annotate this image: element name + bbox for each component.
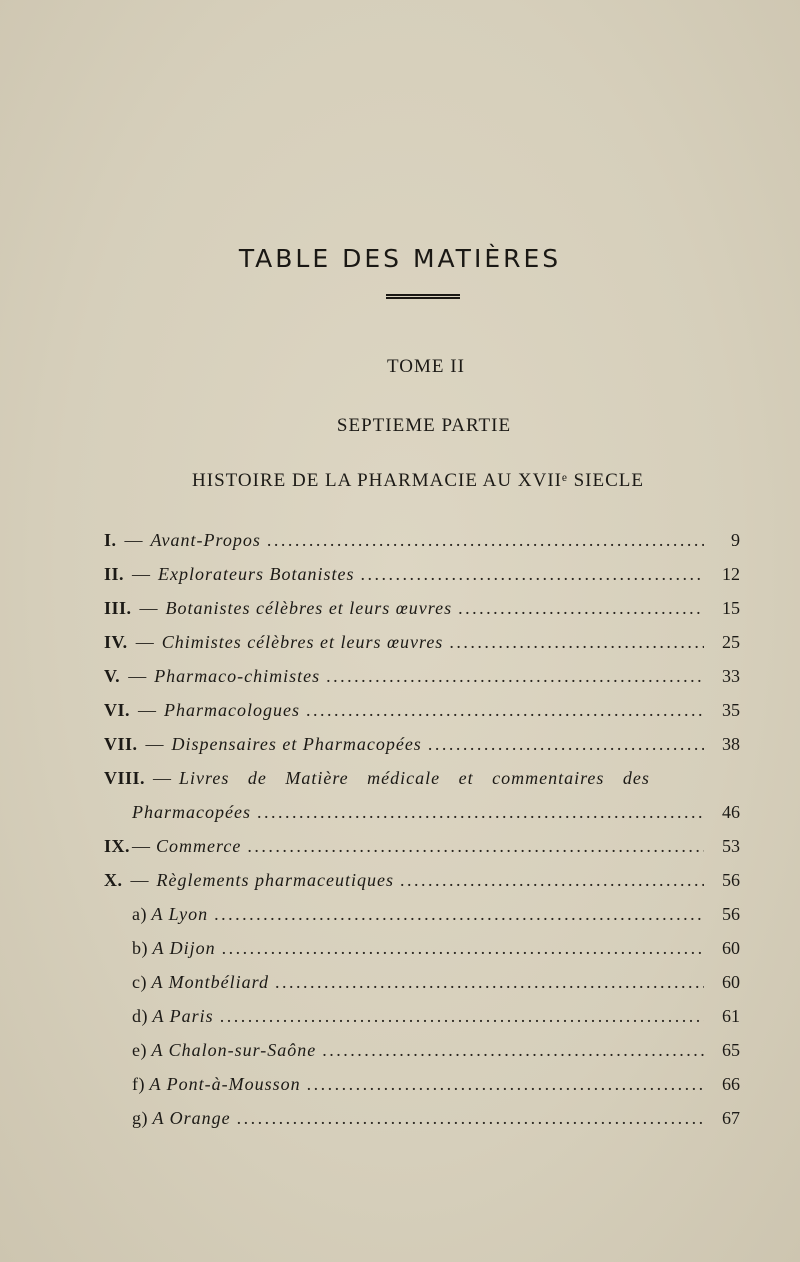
toc-sub-letter: g) <box>132 1108 148 1128</box>
toc-number: VI. <box>104 700 131 720</box>
toc-sub-title: A Lyon <box>151 904 209 924</box>
toc-number: IX. <box>104 836 131 856</box>
dot-leader <box>361 564 704 585</box>
toc-title: Avant-Propos <box>150 530 261 550</box>
toc-number: VIII. <box>104 768 146 788</box>
toc-page: 35 <box>722 700 740 720</box>
toc-title: Dispensaires et Pharmacopées <box>171 734 422 754</box>
toc-entry <box>104 564 740 598</box>
dot-leader <box>322 1040 704 1061</box>
toc-sub-letter: b) <box>132 938 148 958</box>
toc-dash: — <box>138 700 157 720</box>
toc-subentry <box>104 938 740 972</box>
toc-number: IV. <box>104 632 128 652</box>
histoire-heading: HISTOIRE DE LA PHARMACIE AU XVIIᵉ SIECLE <box>192 470 644 491</box>
toc-subentry <box>104 1074 740 1108</box>
toc-title: Livres de Matière médicale et commentaires des <box>179 768 650 788</box>
toc-page: 61 <box>722 1006 740 1026</box>
toc-title: Règlements pharmaceutiques <box>156 870 394 890</box>
toc-title: Pharmaco-chimistes <box>154 666 321 686</box>
dot-leader <box>449 632 704 653</box>
toc-dash: — <box>139 598 158 618</box>
tome-heading: TOME II <box>387 356 465 377</box>
toc-subentry <box>104 904 740 938</box>
dot-leader <box>237 1108 704 1129</box>
dot-leader <box>275 972 704 993</box>
toc-subentry <box>104 1040 740 1074</box>
toc-entry <box>104 632 740 666</box>
toc-dash: — <box>128 666 147 686</box>
toc-number: III. <box>104 598 132 618</box>
toc-sub-title: A Chalon-sur-Saône <box>151 1040 317 1060</box>
toc-entry <box>104 870 740 904</box>
toc-sub-title: A Pont-à-Mousson <box>149 1074 301 1094</box>
dot-leader <box>267 530 704 551</box>
toc-entry-continuation <box>104 802 740 836</box>
toc-number: II. <box>104 564 125 584</box>
dot-leader <box>222 938 704 959</box>
dot-leader <box>247 836 704 857</box>
toc-dash: — <box>145 734 164 754</box>
toc-entry <box>104 700 740 734</box>
dot-leader <box>326 666 704 687</box>
toc-dash: — <box>132 564 151 584</box>
toc-title: Botanistes célèbres et leurs œuvres <box>165 598 453 618</box>
toc-number: X. <box>104 870 123 890</box>
dot-leader <box>428 734 704 755</box>
toc-sub-letter: d) <box>132 1006 148 1026</box>
toc-sub-title: A Montbéliard <box>151 972 269 992</box>
toc-entry <box>104 836 740 870</box>
toc-page: 60 <box>722 972 740 992</box>
toc-entry <box>104 768 740 802</box>
toc-dash: — <box>135 632 154 652</box>
toc-page: 56 <box>722 870 740 890</box>
toc-dash: — <box>124 530 143 550</box>
table-of-contents <box>104 530 740 1142</box>
toc-sub-letter: e) <box>132 1040 147 1060</box>
toc-page: 65 <box>722 1040 740 1060</box>
dot-leader <box>257 802 704 823</box>
toc-entry <box>104 598 740 632</box>
toc-number: I. <box>104 530 117 550</box>
toc-page: 15 <box>722 598 740 618</box>
toc-sub-title: A Dijon <box>152 938 216 958</box>
dot-leader <box>458 598 704 619</box>
title-rule <box>386 294 460 299</box>
toc-entry <box>104 734 740 768</box>
toc-entry <box>104 666 740 700</box>
toc-page: 12 <box>722 564 740 584</box>
dot-leader <box>306 700 704 721</box>
toc-subentry <box>104 972 740 1006</box>
partie-heading: SEPTIEME PARTIE <box>336 415 512 436</box>
toc-dash: — <box>153 768 172 788</box>
toc-page: 66 <box>722 1074 740 1094</box>
toc-page: 56 <box>722 904 740 924</box>
toc-page: 46 <box>722 802 740 822</box>
toc-page: 25 <box>722 632 740 652</box>
toc-page: 60 <box>722 938 740 958</box>
toc-number: VII. <box>104 734 138 754</box>
toc-page: 38 <box>722 734 740 754</box>
toc-page: 9 <box>731 530 740 550</box>
page-title: TABLE DES MATIÈRES <box>238 244 562 273</box>
toc-number: V. <box>104 666 121 686</box>
toc-sub-title: A Paris <box>152 1006 214 1026</box>
toc-title: Explorateurs Botanistes <box>158 564 355 584</box>
toc-title-continued: Pharmacopées <box>132 802 251 822</box>
toc-sub-title: A Orange <box>152 1108 231 1128</box>
toc-title: Commerce <box>156 836 242 856</box>
toc-title: Pharmacologues <box>164 700 300 720</box>
toc-sub-letter: f) <box>132 1074 145 1094</box>
toc-subentry <box>104 1006 740 1040</box>
toc-subentry <box>104 1108 740 1142</box>
toc-entry <box>104 530 740 564</box>
toc-sub-letter: a) <box>132 904 147 924</box>
toc-page: 67 <box>722 1108 740 1128</box>
dot-leader <box>400 870 704 891</box>
toc-page: 53 <box>722 836 740 856</box>
toc-sub-letter: c) <box>132 972 147 992</box>
toc-dash: — <box>132 836 151 856</box>
dot-leader <box>214 904 704 925</box>
dot-leader <box>307 1074 704 1095</box>
dot-leader <box>220 1006 704 1027</box>
toc-title: Chimistes célèbres et leurs œuvres <box>161 632 444 652</box>
toc-page: 33 <box>722 666 740 686</box>
toc-dash: — <box>130 870 149 890</box>
